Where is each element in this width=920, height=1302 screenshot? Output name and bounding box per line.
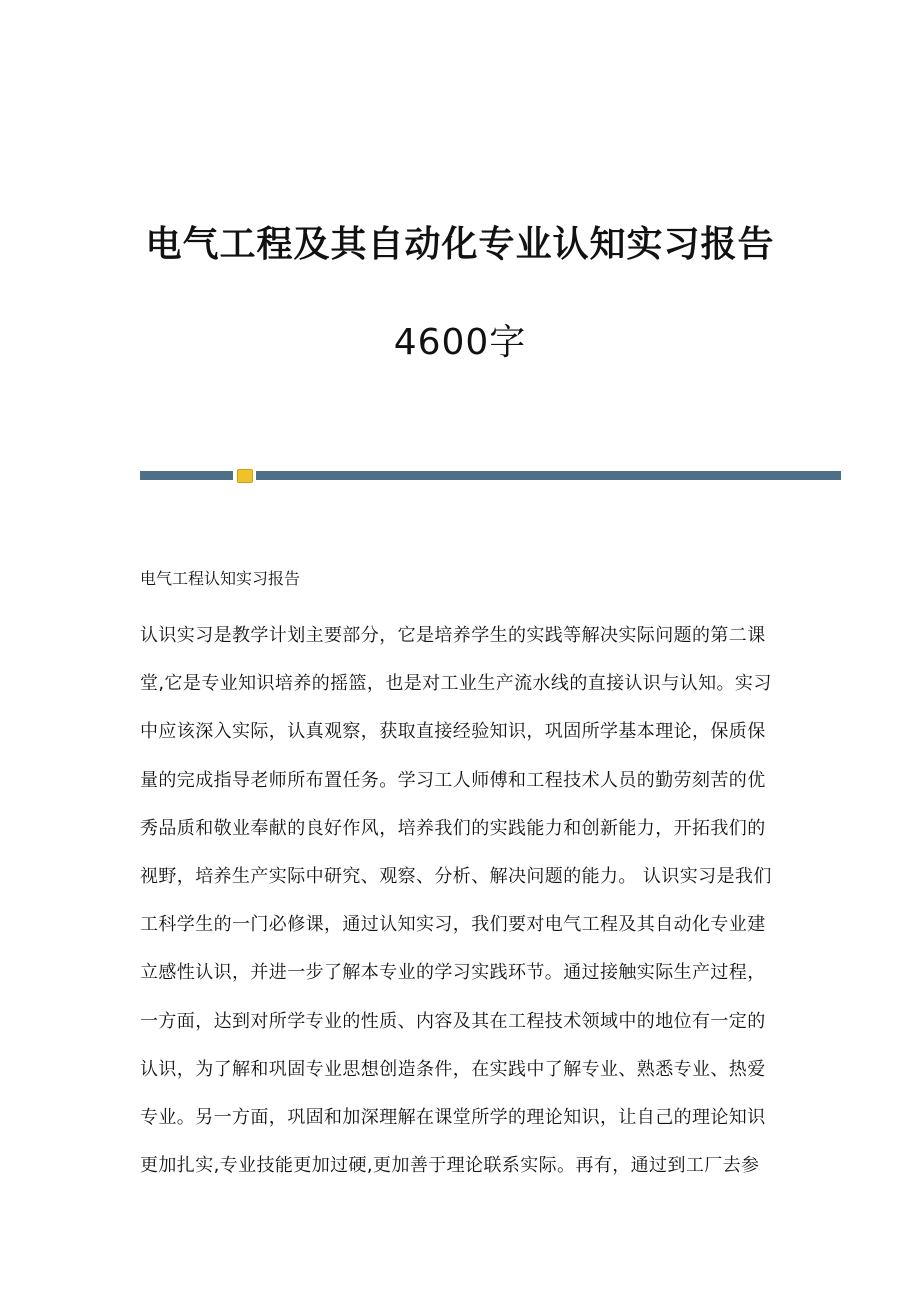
ornament-icon [237,469,253,483]
divider-bar-right [256,471,841,480]
divider-bar-left [140,471,233,480]
paragraph-line: 专业。另一方面，巩固和加深理解在课堂所学的理论知识，让自己的理论知识 [140,1106,766,1128]
paragraph-line: 视野，培养生产实际中研究、观察、分析、解决问题的能力。 认识实习是我们 [140,865,772,887]
document-title-line2: 4600字 [393,322,527,363]
paragraph-line: 堂,它是专业知识培养的摇篮，也是对工业生产流水线的直接认识与认知。实习 [140,673,772,695]
paragraph [140,621,780,1199]
paragraph-line: 工科学生的一门必修课，通过认知实习，我们要对电气工程及其自动化专业建 [140,914,766,936]
paragraph-line: 立感性认识，并进一步了解本专业的学习实践环节。通过接触实际生产过程， [140,962,766,984]
paragraph-line: 认识，为了解和巩固专业思想创造条件，在实践中了解专业、熟悉专业、热爱 [140,1058,766,1080]
paragraph-line: 更加扎实,专业技能更加过硬,更加善于理论联系实际。再有，通过到工厂去参 [140,1155,760,1177]
paragraph-line: 认识实习是教学计划主要部分，它是培养学生的实践等解决实际问题的第二课 [140,625,766,646]
paragraph-line: 秀品质和敬业奉献的良好作风，培养我们的实践能力和创新能力，开拓我们的 [140,817,766,839]
paragraph-line: 量的完成指导老师所布置任务。学习工人师傅和工程技术人员的勤劳刻苦的优 [140,769,766,791]
paragraph-line: 一方面，达到对所学专业的性质、内容及其在工程技术领域中的地位有一定的 [140,1010,766,1032]
section-heading: 电气工程认知实习报告 [140,569,301,588]
document-title-line1: 电气工程及其自动化专业认知实习报告 [145,224,775,265]
paragraph-line: 中应该深入实际，认真观察，获取直接经验知识，巩固所学基本理论，保质保 [140,721,766,743]
title-divider [140,471,841,480]
document-body [140,564,780,1199]
